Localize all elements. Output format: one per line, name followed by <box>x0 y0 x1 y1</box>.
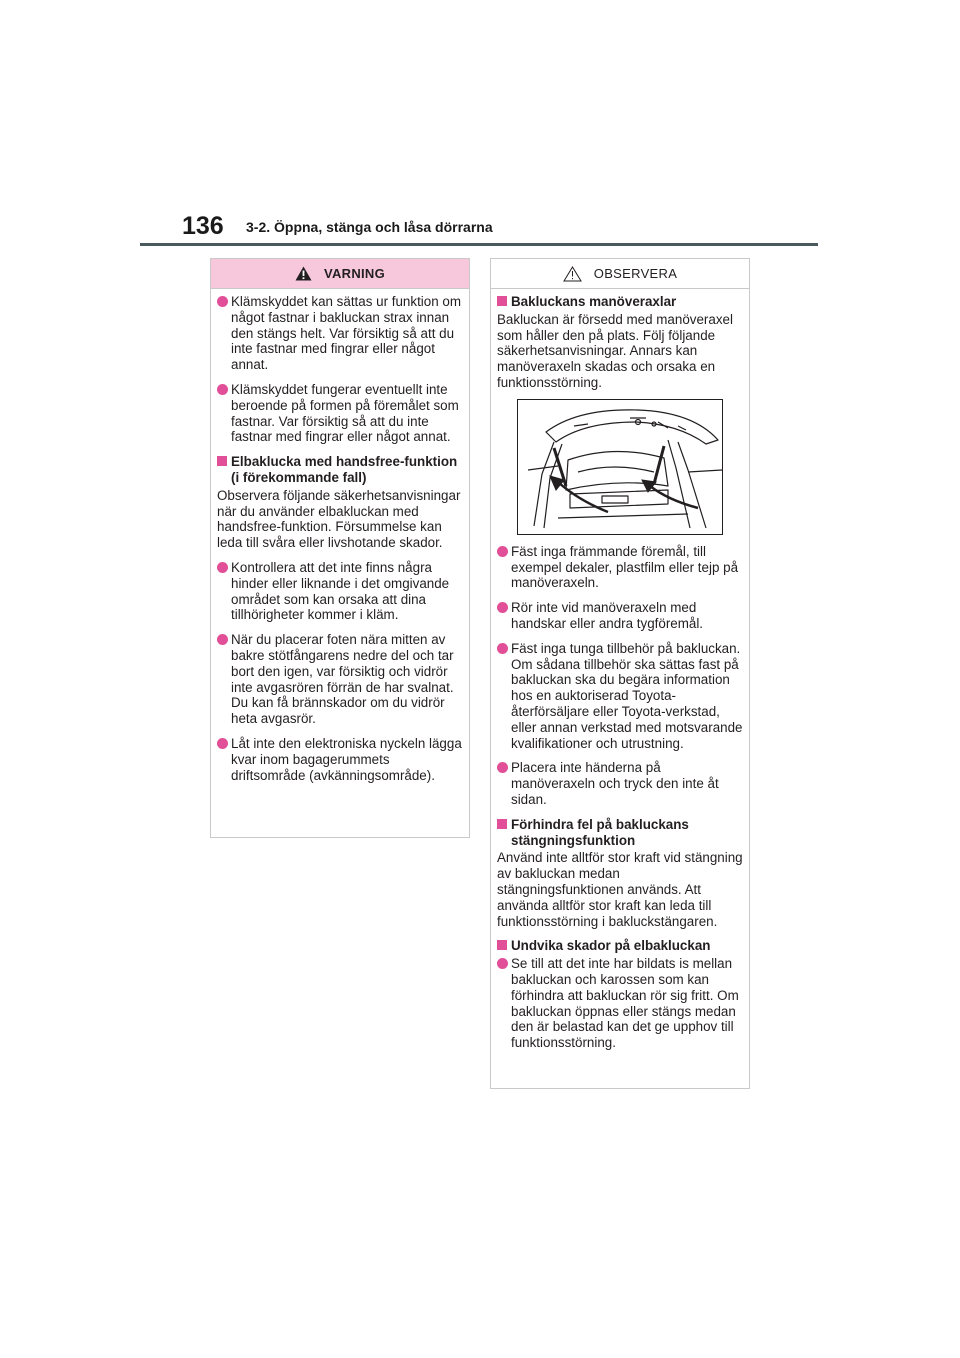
notice-body <box>491 289 749 1051</box>
page-number: 136 <box>182 212 224 240</box>
warning-bullet-text: Kontrollera att det inte finns några hinder eller liknande i det omgivande området som kan orsaka att dina tillhörigheter kommer i kläm. <box>231 559 450 623</box>
notice-bullet <box>497 760 744 807</box>
notice-bullet <box>497 956 744 1051</box>
warning-body <box>211 289 469 783</box>
notice-paragraph: Använd inte alltför stor kraft vid stängning av bakluckan medan stängningsfunktionen används. Att använda alltför stor kraft kan leda till funktionsstörning i bakluckstängaren. <box>497 850 743 929</box>
warning-bullet <box>217 294 464 373</box>
bullet-dot-icon <box>217 296 228 307</box>
section-title: 3-2. Öppna, stänga och låsa dörrarna <box>246 219 493 235</box>
notice-bullet <box>497 600 744 632</box>
warning-subheading-text: Elbaklucka med handsfree-funktion (i förekommande fall) <box>231 454 458 485</box>
warning-paragraph: Observera följande säkerhetsanvisningar när du använder elbakluckan med handsfree-funktion. Försummelse kan leda till svåra eller livshotande skador. <box>217 487 461 551</box>
warning-bullet-text: Låt inte den elektroniska nyckeln lägga kvar inom bagagerummets driftsområde (avkänningsområde). <box>231 735 462 783</box>
notice-header <box>491 259 749 289</box>
warning-box <box>210 258 470 838</box>
bullet-dot-icon <box>497 958 508 969</box>
bullet-dot-icon <box>217 384 228 395</box>
notice-bullet-text: Rör inte vid manöveraxeln med handskar eller andra tygföremål. <box>511 600 704 631</box>
notice-subheading-text: Undvika skador på elbakluckan <box>511 938 711 954</box>
bullet-dot-icon <box>217 562 228 573</box>
tailgate-drawing <box>518 400 722 534</box>
tailgate-strut-illustration <box>517 399 723 535</box>
notice-bullet-text: Placera inte händerna på manöveraxeln och tryck den inte åt sidan. <box>511 760 719 807</box>
notice-subheading <box>497 817 744 849</box>
notice-box <box>490 258 750 1089</box>
notice-paragraph: Bakluckan är försedd med manöveraxel som håller den på plats. Följ följande säkerhetsanvisningar. Annars kan manöveraxeln skadas och orsaka en funktionsstörning. <box>497 311 733 390</box>
caution-triangle-icon <box>563 266 582 282</box>
notice-subheading-text: Bakluckans manöveraxlar <box>511 294 677 309</box>
warning-bullet-text: Klämskyddet fungerar eventuellt inte beroende på formen på föremålet som fastnar. Var försiktig så att du inte fastnar med fingrar eller något annat. <box>231 381 459 445</box>
square-bullet-icon <box>497 819 507 829</box>
warning-triangle-icon <box>295 266 312 281</box>
square-bullet-icon <box>497 296 507 306</box>
warning-bullet <box>217 560 464 623</box>
warning-subheading <box>217 454 464 486</box>
warning-bullet-text: Klämskyddet kan sättas ur funktion om något fastnar i bakluckan strax innan den stängs helt. Var försiktig så att du inte fastnar med fingrar eller något annat. <box>231 294 461 373</box>
notice-subheading-text: Förhindra fel på bakluckans stängningsfunktion <box>511 816 689 848</box>
header-rule <box>140 243 818 246</box>
bullet-dot-icon <box>497 602 508 613</box>
notice-bullet-text: Fäst inga främmande föremål, till exempel dekaler, plastfilm eller tejp på manöveraxeln. <box>511 543 739 591</box>
notice-subheading <box>497 938 744 954</box>
bullet-dot-icon <box>497 643 508 654</box>
notice-bullet <box>497 544 744 591</box>
bullet-dot-icon <box>497 546 508 557</box>
bullet-dot-icon <box>217 634 228 645</box>
warning-bullet-text: När du placerar foten nära mitten av bakre stötfångarens nedre del och tar bort den igen, var försiktig och vidrör inte avgasrören förrän de har svalnat. Du kan få brännskador om du vidrör heta avgasrör. <box>231 632 454 727</box>
notice-bullet-text: Se till att det inte har bildats is mellan bakluckan och karossen som kan förhindra att bakluckan rör sig fritt. Om bakluckan öppnas eller stängs medan den är belastad kan det ge upphov till funktionsstörning. <box>511 956 739 1051</box>
bullet-dot-icon <box>217 738 228 749</box>
warning-bullet <box>217 632 464 727</box>
notice-title: OBSERVERA <box>593 266 678 281</box>
bullet-dot-icon <box>497 762 508 773</box>
notice-bullet-text: Fäst inga tunga tillbehör på bakluckan. Om sådana tillbehör ska sättas fast på bakluckan ska du begära information hos en auktoriserad Toyota-återförsäljare eller Toyota-verkstad, eller annan verkstad med motsvarande kvalifikationer och utrustning. <box>511 640 743 751</box>
square-bullet-icon <box>497 940 507 950</box>
notice-bullet <box>497 641 744 752</box>
warning-bullet <box>217 382 464 445</box>
square-bullet-icon <box>217 456 227 466</box>
notice-subheading <box>497 294 744 310</box>
warning-header <box>211 259 469 289</box>
warning-bullet <box>217 736 464 783</box>
warning-title: VARNING <box>323 266 386 281</box>
